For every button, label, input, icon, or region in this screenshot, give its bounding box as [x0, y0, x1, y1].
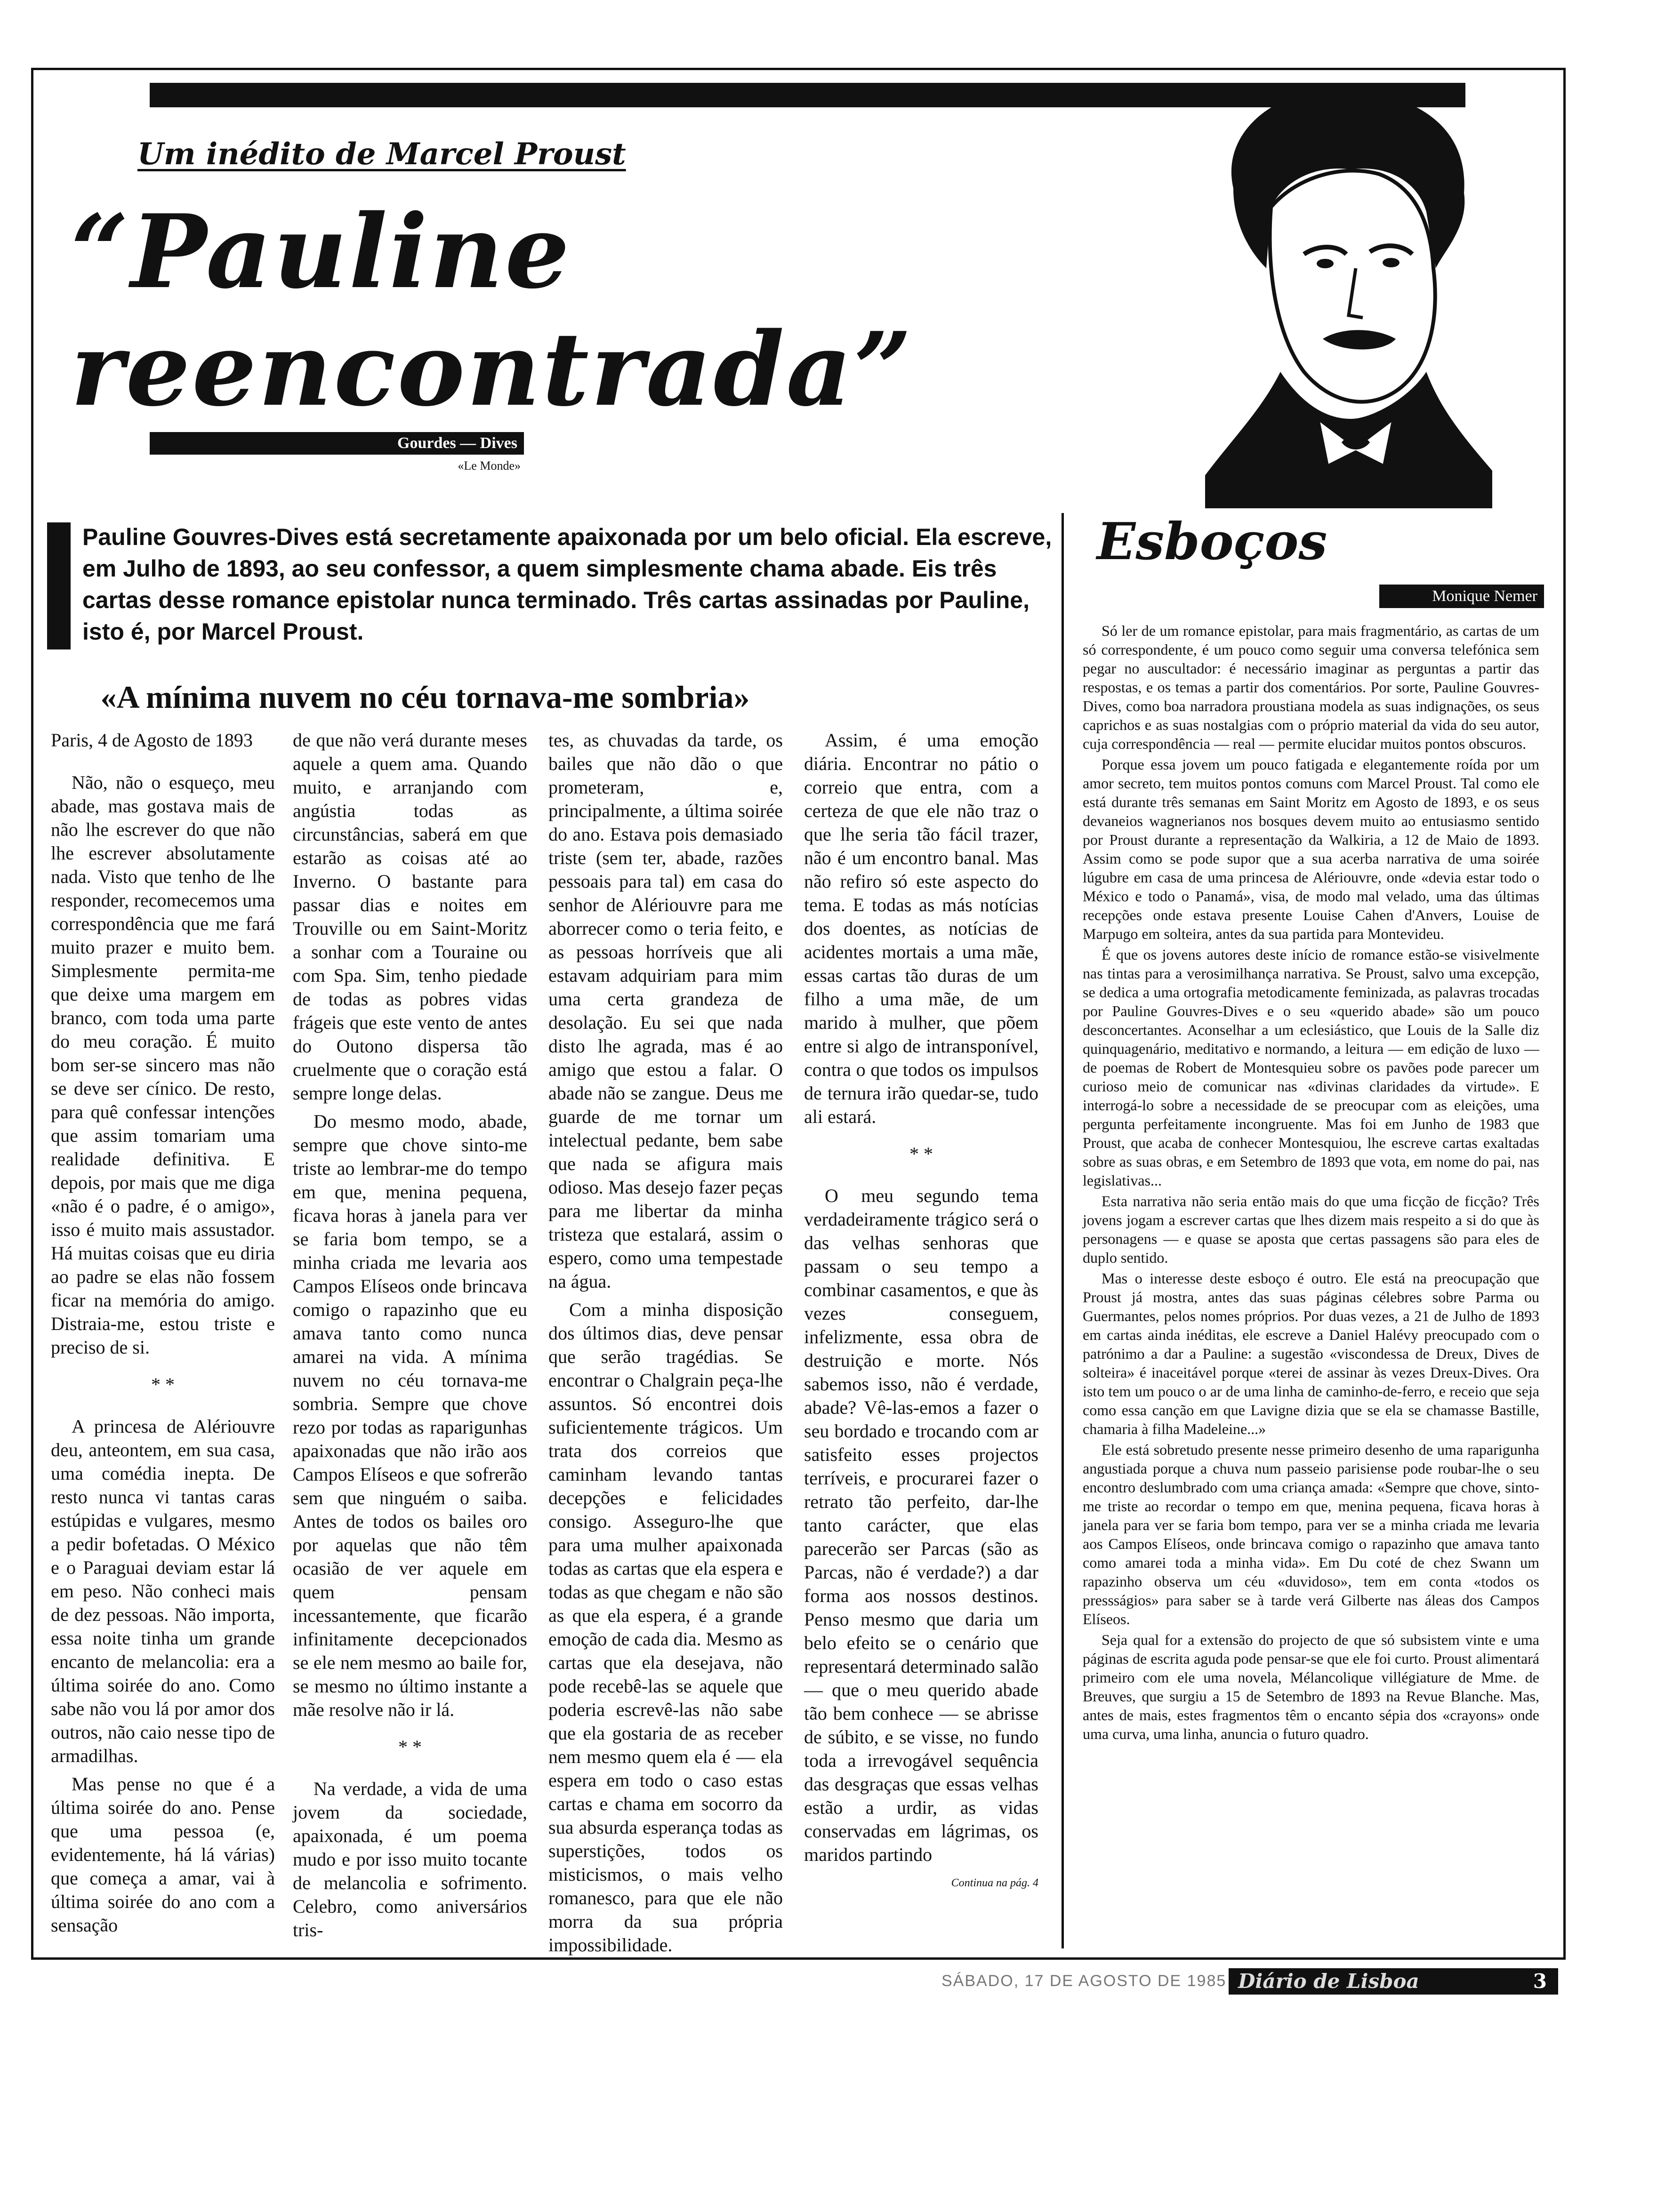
paragraph: Esta narrativa não seria então mais do que uma ficção de ficção? Três jovens jogam a escrever cartas que lhes dizem mais respeito a si do que às personagens — e quase se aposta que certas passagens são para eles de duplo sentido.: [1083, 1193, 1539, 1266]
section-stars: * *: [151, 1374, 175, 1395]
paragraph: Só ler de um romance epistolar, para mais fragmentário, as cartas de um só correspondente, é um pouco como seguir uma conversa telefónica sem pegar no auscultador: é necessário imaginar as perguntas a partir das respostas, e os temas a partir dos comentários. Por sorte, Pauline Gouvres-Dives, como boa narradora proustiana modela as suas indignações, os seus caprichos e as suas nostalgias com o próprio material da vida do seu autor, cuja correspondência — real — permite elucidar muitos pontos obscuros.: [1083, 622, 1539, 752]
article-column-1: [51, 729, 275, 1942]
headline: [71, 193, 1106, 428]
article-column-2: [293, 729, 527, 1947]
paragraph: O meu segundo tema verdadeiramente trágico será o das velhas senhoras que passam o seu tempo a combinar casamentos, e que às vezes conseguem, infelizmente, essa obra de destruição e morte. Nós sabemos isso, não é verdade, abade? Vê-las-emos a fazer o seu bordado e trocando com ar satisfeito esses projectos terríveis, e procurarei fazer o retrato tão perfeito, dar-lhe tanto carácter, que elas parecerão ser Parcas (são as Parcas, não é verdade?) a dar forma aos nossos destinos. Penso mesmo que daria um belo efeito se o cenário que representará determinado salão — que o meu querido abade tão bem conhece — se abrisse de súbito, e se visse, no fundo toda a irrevogável sequência das desgraças que essas velhas estão a urdir, as vidas conservadas em lágrimas, os maridos partindo: [804, 1185, 1038, 1865]
paragraph: Mas o interesse deste esboço é outro. Ele está na preocupação que Proust já mostra, antes das suas páginas célebres sobre Parma ou Guermantes, pelos nomes próprios. Por duas vezes, a 21 de Julho de 1893 em cartas ainda inéditas, ele escreve a Daniel Halévy preocupado com o patrónimo a dar a Pauline: a sugestão «viscondessa de Dreux, Dives de solteira» é inaceitável porque «terei de assinar às vezes Dreux-Dives. Ora isto tem um pouco o ar de uma linha de caminho-de-ferro, e receio que seja como essa canção em que Lavigne dizia que se ela se chamasse Bastille, chamaria à filha Madeleine...»: [1083, 1270, 1539, 1437]
section-title: «A mínima nuvem no céu tornava-me sombria»: [100, 679, 750, 715]
headline-line1: “Pauline: [71, 192, 571, 311]
footer-masthead: [1229, 1968, 1558, 1995]
sidebar-text: [1083, 621, 1539, 1745]
section-stars: * *: [398, 1736, 422, 1757]
article-column-3: [548, 729, 783, 1962]
paragraph: Porque essa jovem um pouco fatigada e elegantemente roída por um amor secreto, tem muitos pontos comuns com Marcel Proust. Tal como ele está durante três semanas em Saint Moritz em Agosto de 1893, e os seus devaneios wagnerianos nos bosques devem muito ao entusiasmo sentido por Proust durante a representação da Walkiria, a 12 de Maio de 1893. Assim como se pode supor que a sua acerba narrativa de uma soirée lúgubre em casa de uma princesa de Alériouvre, onde «devia estar todo o México e todo o Panamá», visa, de modo mal velado, uma das últimas recepções onde estava presente Louise Cahen d'Anvers, Louise de Marpugo em solteira, antes da sua partida para Montevideu.: [1083, 756, 1539, 942]
headline-line2: reencontrada”: [71, 310, 914, 429]
paragraph: Ele está sobretudo presente nesse primeiro desenho de uma raparigunha angustiada porque a chuva num passeio parisiense pode roubar-lhe o seu encontro deslumbrado com uma criança amada: «Sempre que chove, sinto-me triste ao recordar o tempo em que, menina pequena, ficava horas à janela para ver se faria bom tempo, para ver se a minha criada me levaria aos Campos Elíseos, onde brincava comigo o rapazinho que amava tanto como amarei toda a minha vida». Em Du coté de chez Swann um rapazinho observa um céu «duvidoso», tem em conta «todos os pressságios» para saber se à tarde verá Gilberte nas áleas dos Campos Elíseos.: [1083, 1441, 1539, 1627]
kicker: Um inédito de Marcel Proust: [137, 136, 626, 172]
footer-date: SÁBADO, 17 DE AGOSTO DE 1985: [941, 1972, 1227, 1990]
section-stars: * *: [909, 1143, 933, 1164]
page-number: 3: [1533, 1970, 1547, 1993]
paragraph: Seja qual for a extensão do projecto de que só subsistem vinte e uma páginas de escrita aguda pode pensar-se que ele foi curto. Proust alimentará primeiro com ele uma novela, Mélancolique villégiature de Mme. de Breuves, que surgiu a 15 de Setembro de 1893 na Revue Blanche. Mas, antes de mais, estes fragmentos têm o encanto sépia dos «crayons» onde uma curva, uma linha, anuncia o futuro quadro.: [1083, 1631, 1539, 1742]
illustrator-signature: PANCHO: [1363, 489, 1417, 502]
newspaper-name: Diário de Lisboa: [1238, 1970, 1419, 1993]
sidebar-title: Esboços: [1097, 512, 1327, 571]
paragraph: A princesa de Alériouvre deu, anteontem, em sua casa, uma comédia inepta. De resto nunca vi tantas caras estúpidas e vulgares, mesmo a pedir bofetadas. O México e o Paraguai deviam estar lá em peso. Não conheci mais de dez pessoas. Não importa, essa noite tinha um grande encanto de melancolia: era a última soirée do ano. Como sabe não vou lá por amor dos outros, não caio nesse tipo de armadilhas.: [51, 1416, 275, 1766]
source: «Le Monde»: [458, 459, 521, 473]
paragraph: Na verdade, a vida de uma jovem da sociedade, apaixonada, é um poema mudo e por isso muito tocante de melancolia e sofrimento. Celebro, como aniversários tris-: [293, 1778, 527, 1940]
paragraph: Não, não o esqueço, meu abade, mas gostava mais de não lhe escrever do que não lhe escrever absolutamente nada. Visto que tenho de lhe responder, recomecemos uma correspondência que me fará muito prazer e muito bem. Simplesmente permita-me que deixe uma margem em branco, com toda uma parte do meu coração. É muito bom ser-se sincero mas não se deve ser cínico. De resto, para quê confessar intenções que assim tomariam uma realidade definitiva. E depois, por mais que me diga «não é o padre, é o amigo», isso é muito mais assustador. Há muitas coisas que eu diria ao padre se elas não fossem ficar na memória do amigo. Distraia-me, estou triste e preciso de si.: [51, 772, 275, 1358]
sidebar-author: Monique Nemer: [1379, 585, 1544, 608]
paragraph: Com a minha disposição dos últimos dias, deve pensar que serão tragédias. Se encontrar o Chalgrain peça-lhe assuntos. Só encontrei dois suficientemente trágicos. Um trata dos correios que caminham levando tantas decepções e felicidades consigo. Asseguro-lhe que para uma mulher apaixonada todas as cartas que ela espera e todas as que chegam e não são as que ela espera, é a grande emoção de cada dia. Mesmo as cartas que ela desejava, não pode recebê-las se aquele que poderia escrevê-las não sabe que ela gostaria de as receber nem mesmo quem ela é — ela espera em todo o caso estas cartas e chama em socorro da sua absurda esperança todas as superstições, todos os misticismos, o mais velho romanesco, para que ele não morra da sua própria impossibilidade.: [548, 1299, 783, 1956]
byline-bar: Gourdes — Dives: [150, 432, 524, 455]
lead-paragraph: Pauline Gouvres-Dives está secretamente apaixonada por um belo oficial. Ela escreve, em Julho de 1893, ao seu confessor, a quem simplesmente chama abade. Eis três cartas desse romance epistolar nunca terminado. Três cartas assinadas por Pauline, isto é, por Marcel Proust.: [82, 524, 1052, 645]
paragraph: Mas pense no que é a última soirée do ano. Pense que uma pessoa (e, evidentemente, há lá várias) que começa a amar, vai à última soirée do ano com a sensação: [51, 1773, 275, 1936]
paragraph: de que não verá durante meses aquele a quem ama. Quando muito, e arranjando com angústia todas as circunstâncias, saberá em que estarão as coisas até ao Inverno. O bastante para passar dias e noites em Trouville ou em Saint-Moritz a sonhar com a Touraine ou com Spa. Sim, tenho piedade de todas as pobres vidas frágeis que este vento de antes do Outono dispersa tão cruelmente que o coração está sempre longe delas.: [293, 729, 527, 1104]
article-column-4: [804, 729, 1038, 1895]
lead-initial-bar: [47, 522, 71, 649]
paragraph: Do mesmo modo, abade, sempre que chove sinto-me triste ao lembrar-me do tempo em que, menina pequena, ficava horas à janela para ver se faria bom tempo, se a minha criada me levaria aos Campos Elíseos onde brincava comigo o rapazinho que eu amava tanto como nunca amarei na vida. A mínima nuvem no céu tornava-me sombria. Sempre que chove rezo por todas as raparigunhas apaixonadas que não irão aos Campos Elíseos e que sofrerão sem que ninguém o saiba. Antes de todos os bailes oro por aquelas que não têm ocasião de ver aquele em quem pensam incessantemente, que ficarão infinitamente decepcionados se ele nem mesmo ao baile for, se mesmo no último instante a mãe resolve não ir lá.: [293, 1111, 527, 1720]
paragraph: É que os jovens autores deste início de romance estão-se visivelmente nas tintas para a verosimilhança narrativa. Se Proust, salvo uma excepção, se dedica a uma ortografia metodicamente feminizada, as palavras trocadas por Pauline Gouvres-Dives e o seu «querido abade» são um pouco desconcertantes. Aconselhar a um eclesiástico, que Louis de la Salle diz quinquagenário, meditativo e normando, a leitura — em edição de luxo — de poemas de Robert de Montesquieu sobre os pavões pode parecer um curioso meio de comunicar nas «divinas claridades da virtude». E interrogá-lo sobre a necessidade de se preocupar com as eleições, uma pergunta perfeitamente incongruente. Mas foi em Junho de 1983 que Proust, que acaba de conhecer Montesquiou, lhe escreve cartas exaltadas sobre as suas obras, e em Setembro de 1893 que vota, em nome do pai, nas legislativas...: [1083, 946, 1539, 1189]
proust-portrait-illustration: [1163, 71, 1535, 508]
paragraph: tes, as chuvadas da tarde, os bailes que não dão o que prometeram, e, principalmente, a última soirée do ano. Estava pois demasiado triste (sem ter, abade, razões pessoais para tal) em casa do senhor de Alériouvre para me aborrecer como o teria feito, e as pessoas horríveis que ali estavam adquiriam para mim uma certa grandeza de desolação. Eu sei que nada disto lhe agrada, mas é ao amigo que estou a falar. O abade não se zangue. Deus me guarde de me tornar um intelectual pedante, bem sabe que nada se afigura mais odioso. Mas desejo fazer peças para me libertar da minha tristeza que estalará, assim o espero, como uma tempestade na água.: [548, 729, 783, 1292]
dateline: Paris, 4 de Agosto de 1893: [51, 729, 253, 751]
paragraph: Assim, é uma emoção diária. Encontrar no pátio o correio que entra, com a certeza de que ele não traz o que lhe seria tão fácil trazer, não é um encontro banal. Mas não refiro só este aspecto do tema. E todas as más notícias dos doentes, as notícias de acidentes mortais a uma mãe, essas cartas tão duras de um filho a uma mãe, de um marido à mulher, que põem entre si algo de intransponível, contra o que todos os impulsos de ternura irão quedar-se, tudo ali estará.: [804, 729, 1038, 1127]
continued-note: Continua na pág. 4: [951, 1877, 1038, 1889]
